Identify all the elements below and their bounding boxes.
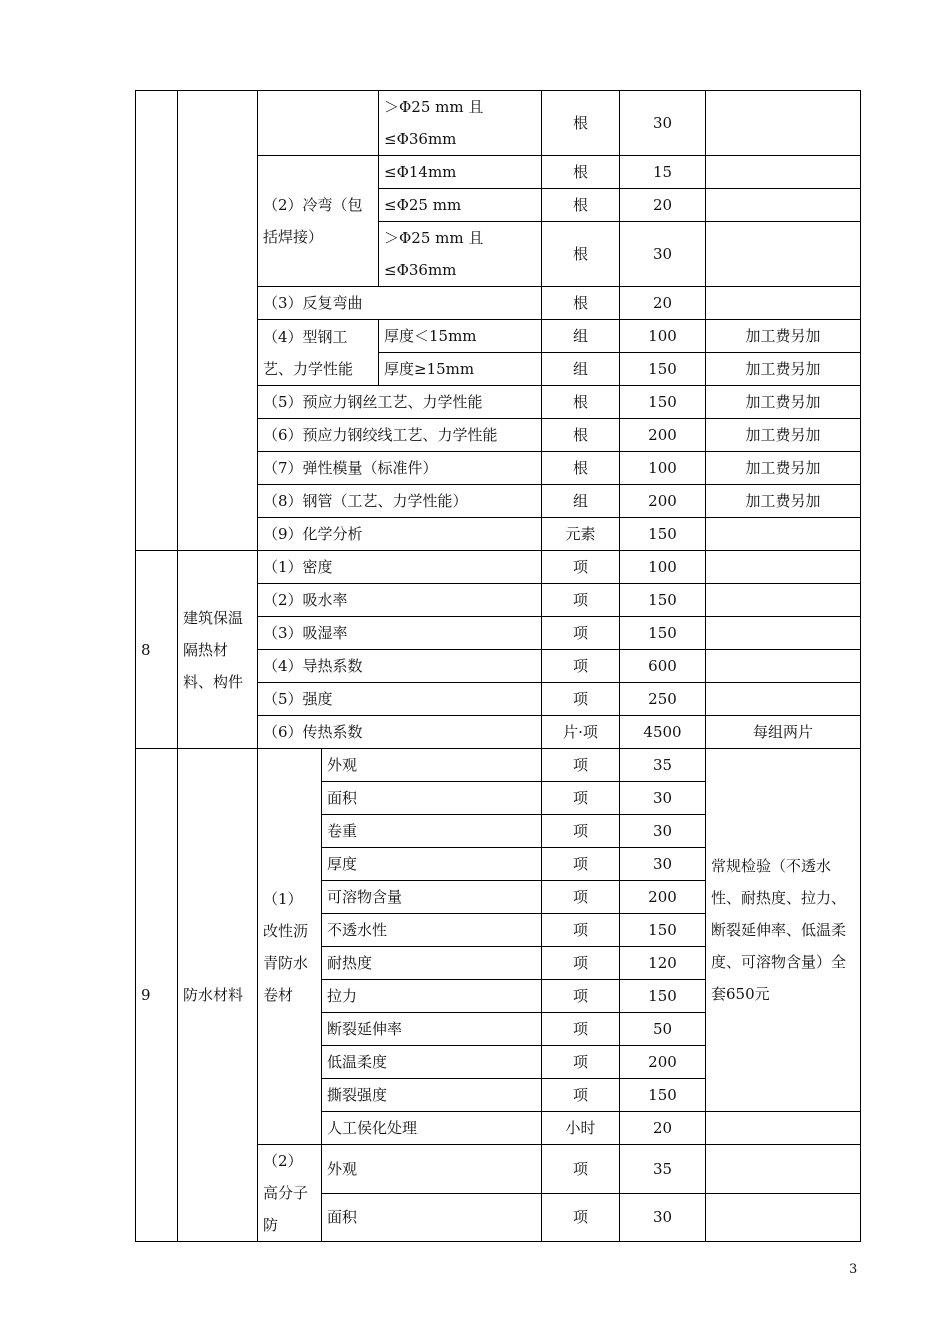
unit-cell: 根 <box>542 91 620 156</box>
subitem-cell: 耐热度 <box>322 947 542 980</box>
price-cell: 4500 <box>620 716 706 749</box>
subitem-cell: 厚度＜15mm <box>379 320 542 353</box>
unit-cell: 组 <box>542 485 620 518</box>
price-cell: 150 <box>620 584 706 617</box>
price-cell: 30 <box>620 91 706 156</box>
item-cell: （3）反复弯曲 <box>258 287 542 320</box>
item-cell: （5）强度 <box>258 683 542 716</box>
price-cell: 30 <box>620 815 706 848</box>
subitem-cell: 厚度 <box>322 848 542 881</box>
unit-cell: 根 <box>542 189 620 222</box>
price-cell: 30 <box>620 848 706 881</box>
price-cell: 150 <box>620 386 706 419</box>
item-cell: （8）钢管（工艺、力学性能） <box>258 485 542 518</box>
note-cell <box>706 91 861 156</box>
unit-cell: 根 <box>542 419 620 452</box>
unit-cell: 根 <box>542 386 620 419</box>
unit-cell: 组 <box>542 353 620 386</box>
subitem-cell: ≤Φ14mm <box>379 156 542 189</box>
subitem-cell: 断裂延伸率 <box>322 1013 542 1046</box>
page-number: 3 <box>849 1262 858 1277</box>
unit-cell: 项 <box>542 914 620 947</box>
subitem-cell: 面积 <box>322 782 542 815</box>
note-cell <box>706 683 861 716</box>
price-cell: 20 <box>620 1112 706 1145</box>
price-cell: 150 <box>620 1079 706 1112</box>
unit-cell: 根 <box>542 156 620 189</box>
item-cell: （2）冷弯（包括焊接） <box>258 156 379 287</box>
unit-cell: 组 <box>542 320 620 353</box>
subitem-cell: ≤Φ25 mm <box>379 189 542 222</box>
unit-cell: 根 <box>542 452 620 485</box>
price-cell: 200 <box>620 485 706 518</box>
item-cell: （2）吸水率 <box>258 584 542 617</box>
price-cell: 150 <box>620 353 706 386</box>
unit-cell: 项 <box>542 617 620 650</box>
item-cell: （6）预应力钢绞线工艺、力学性能 <box>258 419 542 452</box>
price-cell: 150 <box>620 617 706 650</box>
unit-cell: 项 <box>542 650 620 683</box>
note-cell <box>706 222 861 287</box>
price-cell: 20 <box>620 287 706 320</box>
subitem-cell: ＞Φ25 mm 且≤Φ36mm <box>379 91 542 156</box>
subitem-cell: 外观 <box>322 1145 542 1194</box>
table-row <box>136 91 861 156</box>
price-cell: 600 <box>620 650 706 683</box>
unit-cell: 项 <box>542 584 620 617</box>
price-cell: 35 <box>620 1145 706 1194</box>
note-cell: 加工费另加 <box>706 452 861 485</box>
note-cell: 每组两片 <box>706 716 861 749</box>
group-cell: （1）改性沥青防水卷材 <box>258 749 322 1145</box>
price-cell: 200 <box>620 881 706 914</box>
unit-cell: 根 <box>542 222 620 287</box>
subitem-cell: 不透水性 <box>322 914 542 947</box>
price-cell: 150 <box>620 980 706 1013</box>
category-cell: 建筑保温隔热材料、构件 <box>178 551 258 749</box>
subitem-cell: 低温柔度 <box>322 1046 542 1079</box>
price-cell: 120 <box>620 947 706 980</box>
unit-cell: 小时 <box>542 1112 620 1145</box>
price-cell: 150 <box>620 518 706 551</box>
price-cell: 30 <box>620 1193 706 1242</box>
note-cell: 加工费另加 <box>706 320 861 353</box>
item-cell: （9）化学分析 <box>258 518 542 551</box>
fee-table <box>135 90 861 1242</box>
unit-cell: 项 <box>542 848 620 881</box>
note-cell <box>706 650 861 683</box>
subitem-cell: 外观 <box>322 749 542 782</box>
price-cell: 50 <box>620 1013 706 1046</box>
unit-cell: 项 <box>542 1046 620 1079</box>
note-cell <box>706 551 861 584</box>
category-cell <box>178 91 258 551</box>
item-cell: （7）弹性模量（标准件） <box>258 452 542 485</box>
unit-cell: 项 <box>542 1013 620 1046</box>
unit-cell: 项 <box>542 1193 620 1242</box>
subitem-cell: 可溶物含量 <box>322 881 542 914</box>
item-cell <box>258 91 379 156</box>
unit-cell: 项 <box>542 815 620 848</box>
note-cell <box>706 584 861 617</box>
subitem-cell: 厚度≥15mm <box>379 353 542 386</box>
unit-cell: 项 <box>542 1079 620 1112</box>
note-cell <box>706 1193 861 1242</box>
unit-cell: 项 <box>542 947 620 980</box>
note-cell <box>706 156 861 189</box>
price-cell: 200 <box>620 1046 706 1079</box>
unit-cell: 根 <box>542 287 620 320</box>
subitem-cell: 撕裂强度 <box>322 1079 542 1112</box>
price-cell: 15 <box>620 156 706 189</box>
unit-cell: 片·项 <box>542 716 620 749</box>
unit-cell: 项 <box>542 782 620 815</box>
price-cell: 35 <box>620 749 706 782</box>
note-cell: 加工费另加 <box>706 386 861 419</box>
subitem-cell: 卷重 <box>322 815 542 848</box>
subitem-cell: 拉力 <box>322 980 542 1013</box>
number-cell: 8 <box>136 551 178 749</box>
price-cell: 250 <box>620 683 706 716</box>
price-cell: 150 <box>620 914 706 947</box>
subitem-cell: 面积 <box>322 1193 542 1242</box>
item-cell: （4）型钢工艺、力学性能 <box>258 320 379 386</box>
category-cell: 防水材料 <box>178 749 258 1242</box>
unit-cell: 元素 <box>542 518 620 551</box>
unit-cell: 项 <box>542 881 620 914</box>
item-cell: （4）导热系数 <box>258 650 542 683</box>
price-cell: 30 <box>620 782 706 815</box>
note-cell <box>706 518 861 551</box>
note-cell: 常规检验（不透水性、耐热度、拉力、断裂延伸率、低温柔度、可溶物含量）全套650元 <box>706 749 861 1112</box>
price-cell: 100 <box>620 320 706 353</box>
price-cell: 20 <box>620 189 706 222</box>
note-cell <box>706 1112 861 1145</box>
unit-cell: 项 <box>542 980 620 1013</box>
unit-cell: 项 <box>542 551 620 584</box>
number-cell: 9 <box>136 749 178 1242</box>
group-cell: （2）高分子防 <box>258 1145 322 1242</box>
subitem-cell: 人工侯化处理 <box>322 1112 542 1145</box>
unit-cell: 项 <box>542 1145 620 1194</box>
price-cell: 100 <box>620 551 706 584</box>
note-cell <box>706 617 861 650</box>
table-row <box>136 551 861 584</box>
price-cell: 200 <box>620 419 706 452</box>
price-cell: 30 <box>620 222 706 287</box>
unit-cell: 项 <box>542 683 620 716</box>
note-cell <box>706 1145 861 1194</box>
unit-cell: 项 <box>542 749 620 782</box>
note-cell <box>706 287 861 320</box>
item-cell: （5）预应力钢丝工艺、力学性能 <box>258 386 542 419</box>
note-cell: 加工费另加 <box>706 419 861 452</box>
note-cell <box>706 189 861 222</box>
price-cell: 100 <box>620 452 706 485</box>
note-cell: 加工费另加 <box>706 485 861 518</box>
number-cell <box>136 91 178 551</box>
item-cell: （3）吸湿率 <box>258 617 542 650</box>
table-row <box>136 749 861 782</box>
item-cell: （1）密度 <box>258 551 542 584</box>
item-cell: （6）传热系数 <box>258 716 542 749</box>
subitem-cell: ＞Φ25 mm 且≤Φ36mm <box>379 222 542 287</box>
note-cell: 加工费另加 <box>706 353 861 386</box>
